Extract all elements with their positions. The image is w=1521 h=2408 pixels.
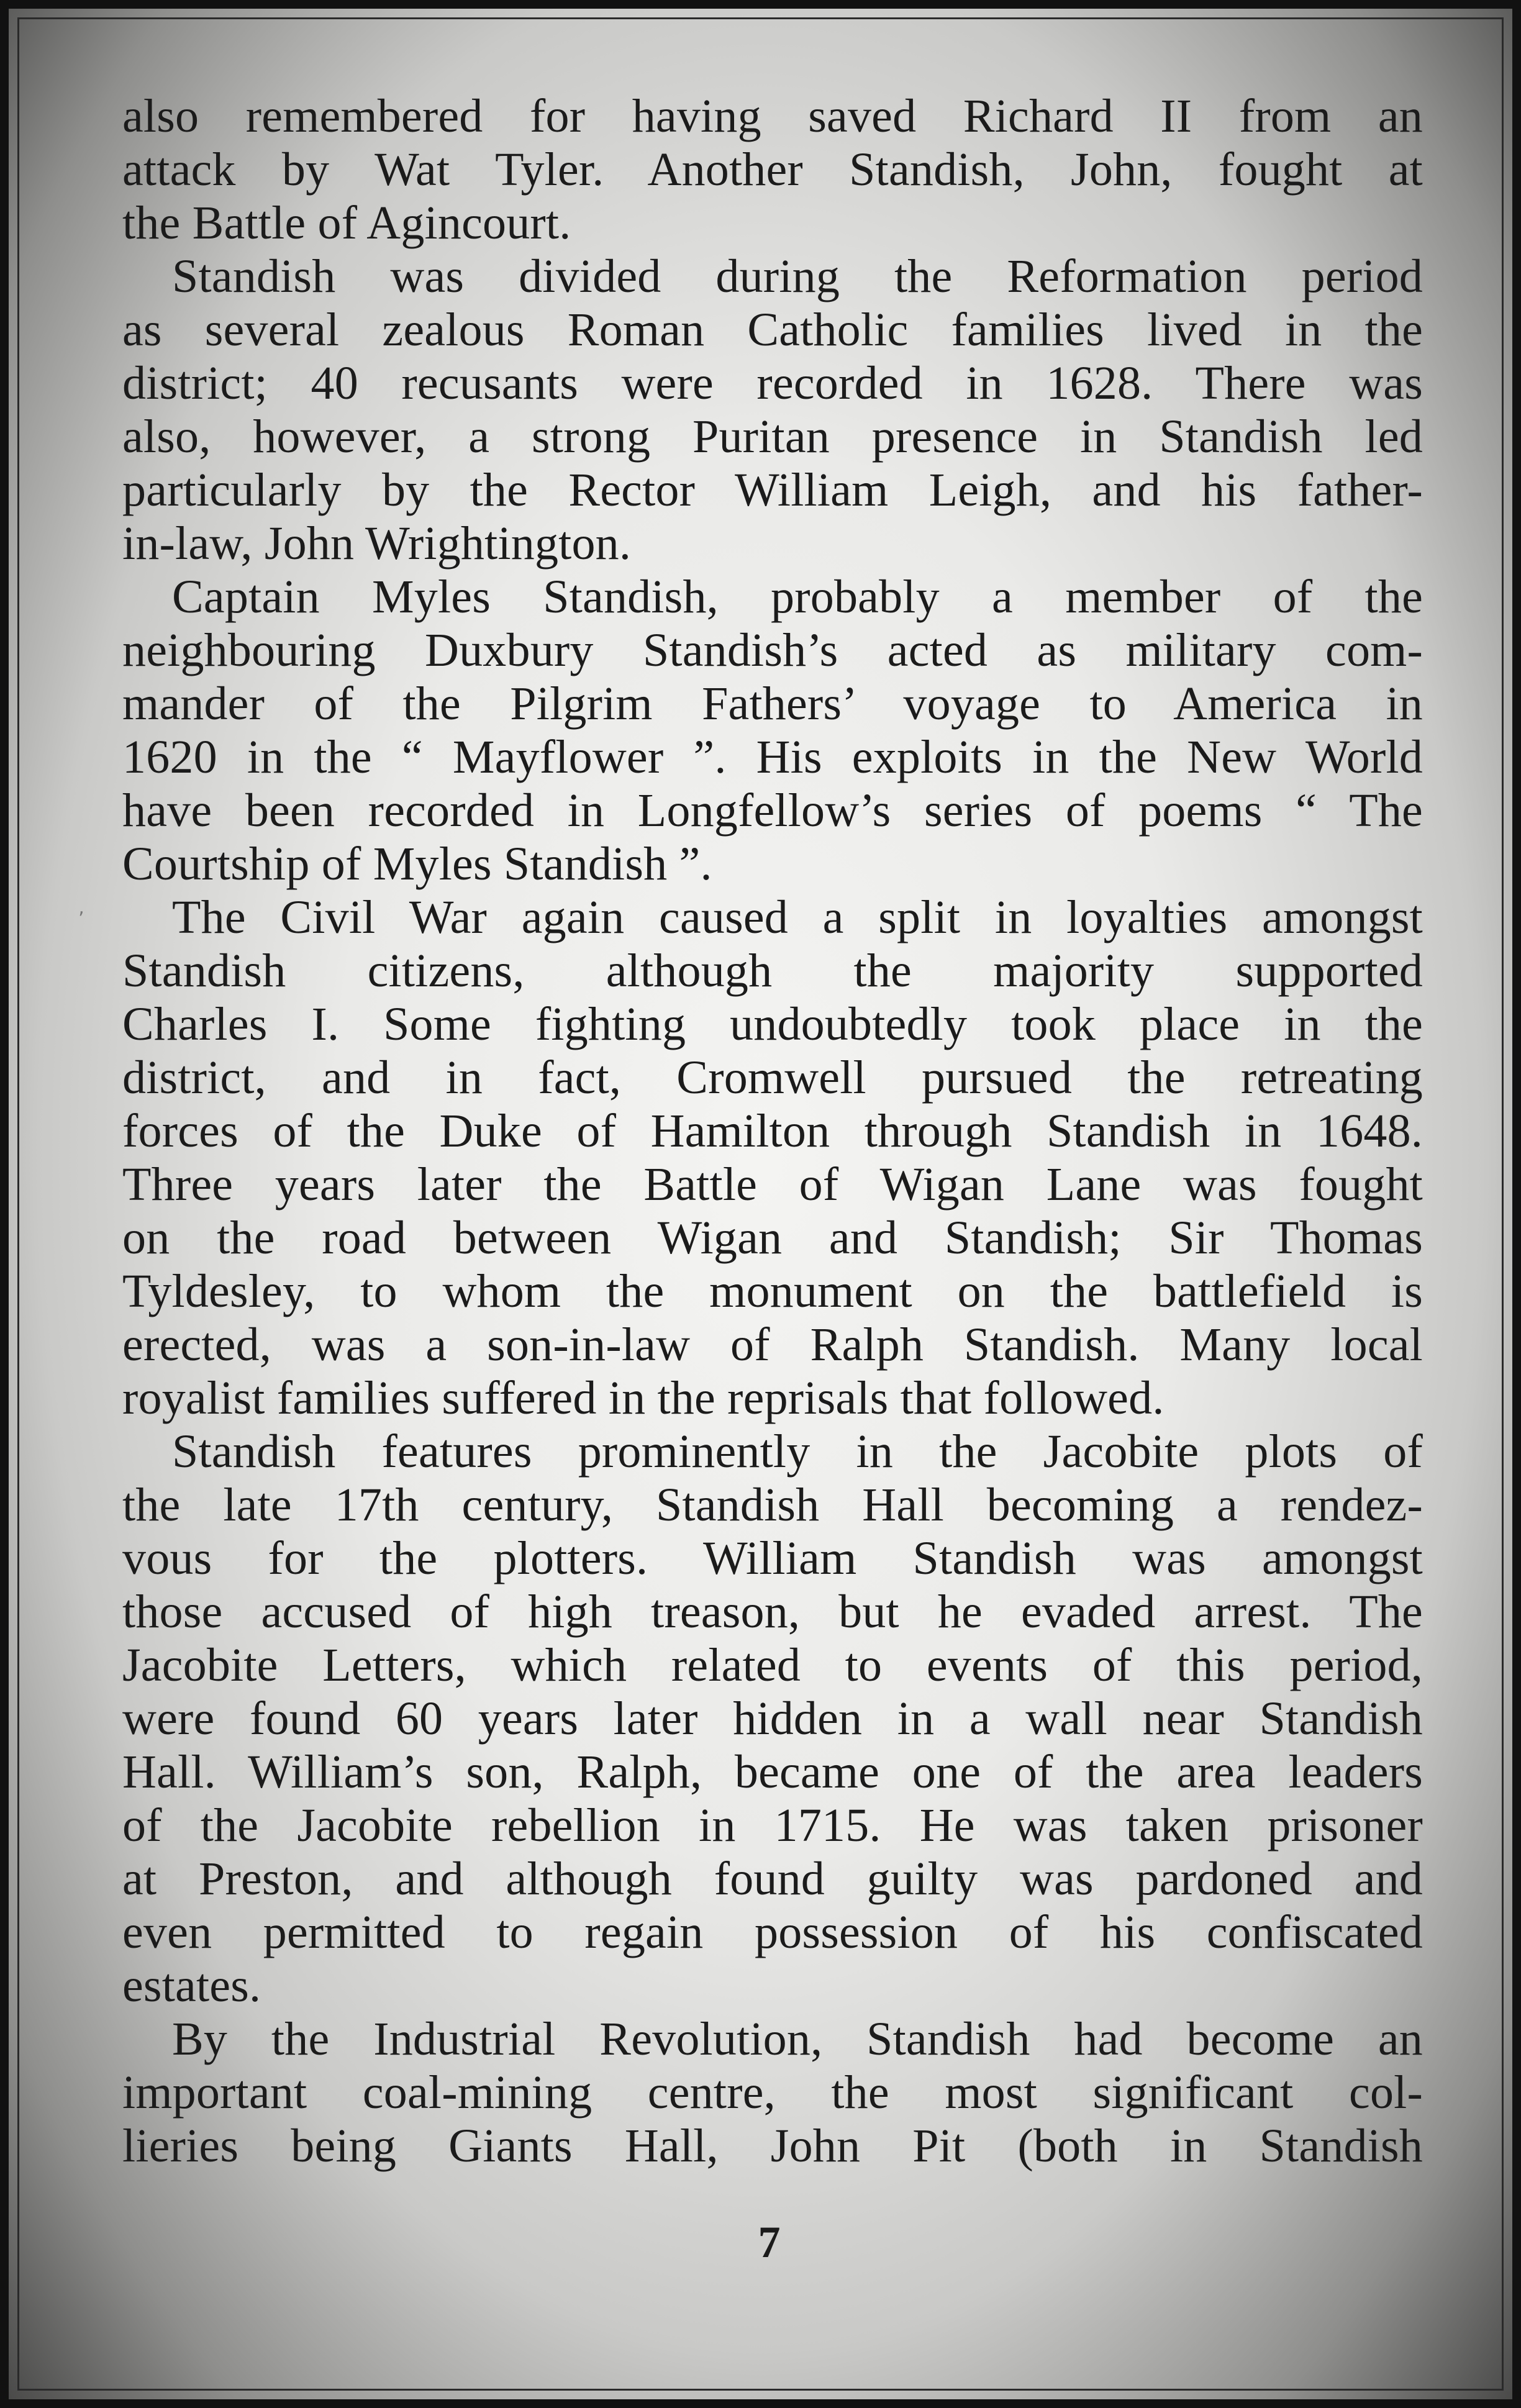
text-line: Charles I. Some fighting undoubtedly took place in the bbox=[122, 998, 1423, 1050]
text-line: district; 40 recusants were recorded in 1628. There was bbox=[122, 357, 1423, 409]
text-line: even permitted to regain possession of his confiscated bbox=[122, 1906, 1423, 1958]
page-number: 7 bbox=[758, 2217, 781, 2267]
text-line: Standish features prominently in the Jacobite plots of bbox=[172, 1425, 1423, 1478]
text-line: royalist families suffered in the reprisals that followed. bbox=[122, 1372, 1165, 1424]
text-line: in-law, John Wrightington. bbox=[122, 517, 632, 570]
text-line: forces of the Duke of Hamilton through Standish in 1648. bbox=[122, 1105, 1423, 1157]
text-line: also, however, a strong Puritan presence in Standish led bbox=[122, 411, 1423, 463]
text-line: the late 17th century, Standish Hall becoming a rendez- bbox=[122, 1479, 1423, 1531]
text-line: also remembered for having saved Richard II from an bbox=[122, 90, 1423, 142]
text-line: Jacobite Letters, which related to events of this period, bbox=[122, 1639, 1423, 1691]
text-line: attack by Wat Tyler. Another Standish, John, fought at bbox=[122, 143, 1423, 196]
text-line: at Preston, and although found guilty was pardoned and bbox=[122, 1853, 1423, 1905]
text-line: important coal-mining centre, the most significant col- bbox=[122, 2066, 1423, 2119]
text-line: 1620 in the “ Mayflower ”. His exploits in the New World bbox=[122, 731, 1423, 783]
paragraph bbox=[122, 2012, 1423, 2173]
text-line: of the Jacobite rebellion in 1715. He was taken prisoner bbox=[122, 1799, 1423, 1851]
text-line: on the road between Wigan and Standish; Sir Thomas bbox=[122, 1212, 1423, 1264]
text-line: Courtship of Myles Standish ”. bbox=[122, 838, 712, 890]
text-line: were found 60 years later hidden in a wall near Standish bbox=[122, 1692, 1423, 1745]
text-line: Hall. William’s son, Ralph, became one of the area leaders bbox=[122, 1746, 1423, 1798]
text-line: By the Industrial Revolution, Standish had become an bbox=[172, 2013, 1423, 2065]
paragraph bbox=[122, 570, 1423, 891]
text-line: Standish was divided during the Reformation period bbox=[172, 250, 1423, 302]
text-line: Three years later the Battle of Wigan Lane was fought bbox=[122, 1158, 1423, 1211]
text-line: particularly by the Rector William Leigh, and his father- bbox=[122, 464, 1423, 516]
text-line: the Battle of Agincourt. bbox=[122, 197, 571, 249]
text-line: Standish citizens, although the majority supported bbox=[122, 945, 1423, 997]
paragraph bbox=[122, 89, 1423, 250]
text-line: The Civil War again caused a split in loyalties amongst bbox=[172, 891, 1423, 943]
text-line: as several zealous Roman Catholic families lived in the bbox=[122, 304, 1423, 356]
text-line: lieries being Giants Hall, John Pit (both in Standish bbox=[122, 2120, 1423, 2172]
text-line: mander of the Pilgrim Fathers’ voyage to America in bbox=[122, 678, 1423, 730]
text-line: erected, was a son-in-law of Ralph Standish. Many local bbox=[122, 1319, 1423, 1371]
body-text bbox=[122, 89, 1423, 2173]
text-line: estates. bbox=[122, 1960, 261, 2012]
text-line: those accused of high treason, but he evaded arrest. The bbox=[122, 1586, 1423, 1638]
text-line: district, and in fact, Cromwell pursued the retreating bbox=[122, 1052, 1423, 1104]
margin-mark: ‚ bbox=[78, 897, 84, 919]
text-line: have been recorded in Longfellow’s series of poems “ The bbox=[122, 784, 1423, 837]
text-line: neighbouring Duxbury Standish’s acted as military com- bbox=[122, 624, 1423, 676]
text-line: vous for the plotters. William Standish was amongst bbox=[122, 1532, 1423, 1584]
paragraph bbox=[122, 891, 1423, 1425]
text-line: Tyldesley, to whom the monument on the battlefield is bbox=[122, 1265, 1423, 1317]
paragraph bbox=[122, 250, 1423, 570]
text-line: Captain Myles Standish, probably a member of the bbox=[172, 571, 1423, 623]
paragraph bbox=[122, 1425, 1423, 2012]
